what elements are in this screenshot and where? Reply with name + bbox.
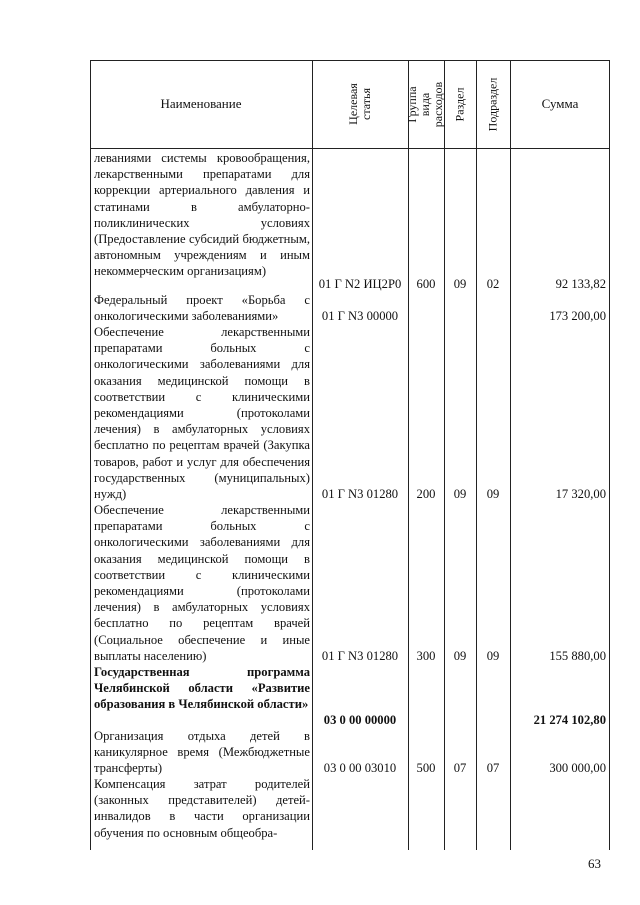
- row-code: 01 Г N3 01280: [321, 487, 399, 501]
- row-section: 07: [453, 761, 467, 775]
- header-sum: Сумма: [541, 96, 579, 111]
- row-code: 03 0 00 03010: [323, 761, 397, 775]
- table-row: [90, 776, 610, 850]
- row-subsection: 02: [486, 277, 500, 291]
- row-code: 01 Г N2 ИЦ2Р0: [318, 277, 402, 291]
- header-section: Раздел: [452, 87, 467, 121]
- row-sum: 155 880,00: [549, 649, 606, 663]
- row-group: 500: [416, 761, 436, 775]
- header-divider: [90, 148, 610, 149]
- row-group: 200: [416, 487, 436, 501]
- row-name: Обеспечение лекарственными препаратами больных с онкологическими заболеваниями для оказания медицинской помощи в соответствии с клиническими рекомендациями (протоколами лечения) в амбулаторных условиях бесплатно по рецептам врачей (Социальное обеспечение и иные выплаты населению): [94, 503, 310, 663]
- table-row: [90, 324, 610, 502]
- header-subsection: Подраздел: [485, 77, 500, 131]
- row-subsection: 07: [486, 761, 500, 775]
- row-group: 300: [416, 649, 436, 663]
- table-row: [90, 150, 610, 292]
- table-row: [90, 728, 610, 776]
- row-sum: 92 133,82: [555, 277, 606, 291]
- header-target-article: Целевая статья: [346, 83, 373, 125]
- row-subsection: 09: [486, 649, 500, 663]
- row-sum: 173 200,00: [549, 309, 606, 323]
- budget-table: [90, 60, 610, 850]
- header-name: Наименование: [160, 96, 242, 111]
- row-code: 01 Г N3 00000: [321, 309, 399, 323]
- row-code: 03 0 00 00000: [323, 713, 397, 727]
- row-name: леваниями системы кровообращения, лекарственными препаратами для коррекции артериального давления и статинами в амбулаторно-поликлинических условиях (Предоставление субсидий бюджетным, автономным учреждениям и иным некоммерческим организациям): [94, 151, 310, 279]
- page-number: 63: [588, 856, 601, 871]
- row-subsection: 09: [486, 487, 500, 501]
- table-row: [90, 292, 610, 324]
- row-name: Государственная программа Челябинской области «Развитие образования в Челябинской области»: [94, 665, 310, 712]
- row-code: 01 Г N3 01280: [321, 649, 399, 663]
- table-row: [90, 502, 610, 664]
- row-name: Обеспечение лекарственными препаратами больных с онкологическими заболеваниями для оказания медицинской помощи в соответствии с клиническими рекомендациями (протоколами лечения) в амбулаторных условиях бесплатно по рецептам врачей (Закупка товаров, работ и услуг для обеспечения государственных (муниципальных) нужд): [94, 325, 310, 502]
- row-sum: 21 274 102,80: [533, 713, 606, 727]
- row-name: Федеральный проект «Борьба с онкологическими заболеваниями»: [94, 293, 310, 324]
- row-sum: 17 320,00: [555, 487, 606, 501]
- row-section: 09: [453, 649, 467, 663]
- row-section: 09: [453, 277, 467, 291]
- row-sum: 300 000,00: [549, 761, 606, 775]
- row-section: 09: [453, 487, 467, 501]
- table-row: [90, 664, 610, 728]
- row-name: Компенсация затрат родителей (законных представителей) детей-инвалидов в части организации обучения по основным общеобра-: [94, 777, 310, 840]
- row-group: 600: [416, 277, 436, 291]
- header-expense-group: Группа вида расходов: [405, 81, 446, 127]
- row-name: Организация отдыха детей в каникулярное время (Межбюджетные трансферты): [94, 729, 310, 776]
